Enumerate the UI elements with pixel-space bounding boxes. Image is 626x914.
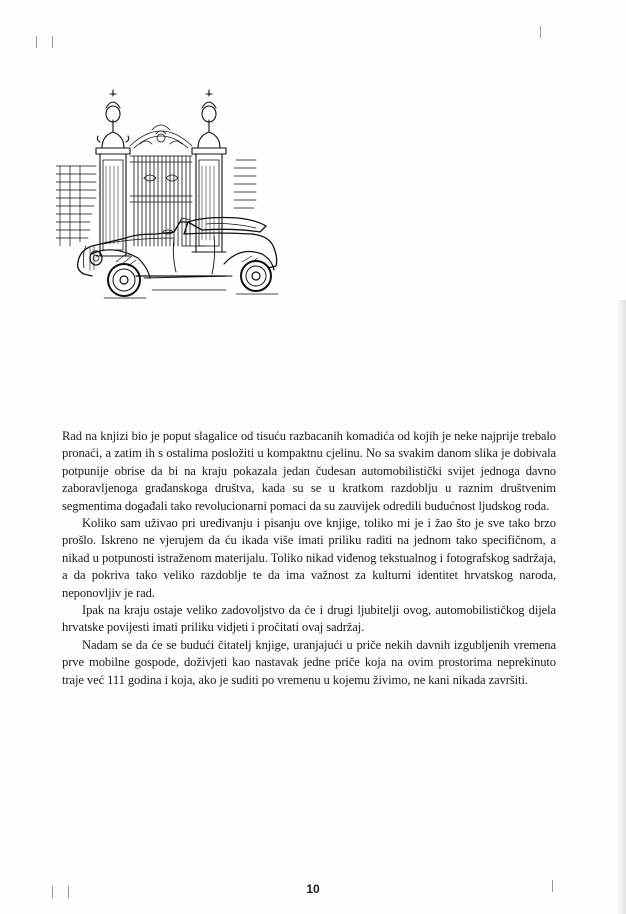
paragraph: Koliko sam uživao pri uređivanju i pisanju ove knjige, toliko mi je i žao što je sve tako brzo prošlo. Iskreno ne vjerujem da ću ikada više imati priliku raditi na jednom tako specifičnom, a nikad u potpunosti istraženom materijalu. Toliko nikad viđenog tekstualnog i fotografskog sadržaja, a da pokriva tako veliko razdoblje te da ima važnost za kulturni identitet hrvatskog naroda, neponovljiv je rad. (62, 516, 556, 600)
page-number: 10 (306, 882, 320, 896)
crop-mark (540, 26, 541, 38)
paragraph: Rad na knjizi bio je poput slagalice od tisuću razbacanih komadića od kojih je neke najprije trebalo pronaći, a zatim ih s ostalima posložiti u kompaktnu cjelinu. No sa svakim danom slika je dobivala potpunije obrise da bi na kraju pokazala jedan čudesan automobilistički svijet jednoga davno zaboravljenoga građanskoga društva, kada su se u kratkom razdoblju u raznim društvenim segmentima događali tako revolucionarni pomaci da su zauvijek odredili budućnost ljudskog roda. (62, 429, 556, 513)
body-text (62, 428, 556, 689)
crop-mark (52, 36, 53, 48)
crop-mark (36, 36, 37, 48)
paragraph: Ipak na kraju ostaje veliko zadovoljstvo da će i drugi ljubitelji ovog, automobilističkog dijela hrvatske povijesti imati priliku vidjeti i pročitati ovaj sadržaj. (62, 603, 556, 635)
paragraph: Nadam se da će se budući čitatelj knjige, uranjajući u priče nekih davnih izgubljenih vremena prve mobilne gospode, doživjeti kao nastavak jedne priče koja na ovim prostorima neprekinuto traje već 111 godina i koja, ako je suditi po vremenu u kojemu živimo, ne kani nikada završiti. (62, 637, 556, 687)
page-edge-shadow (616, 300, 626, 914)
vintage-convertible-car-before-ornate-gate-icon (56, 86, 306, 316)
